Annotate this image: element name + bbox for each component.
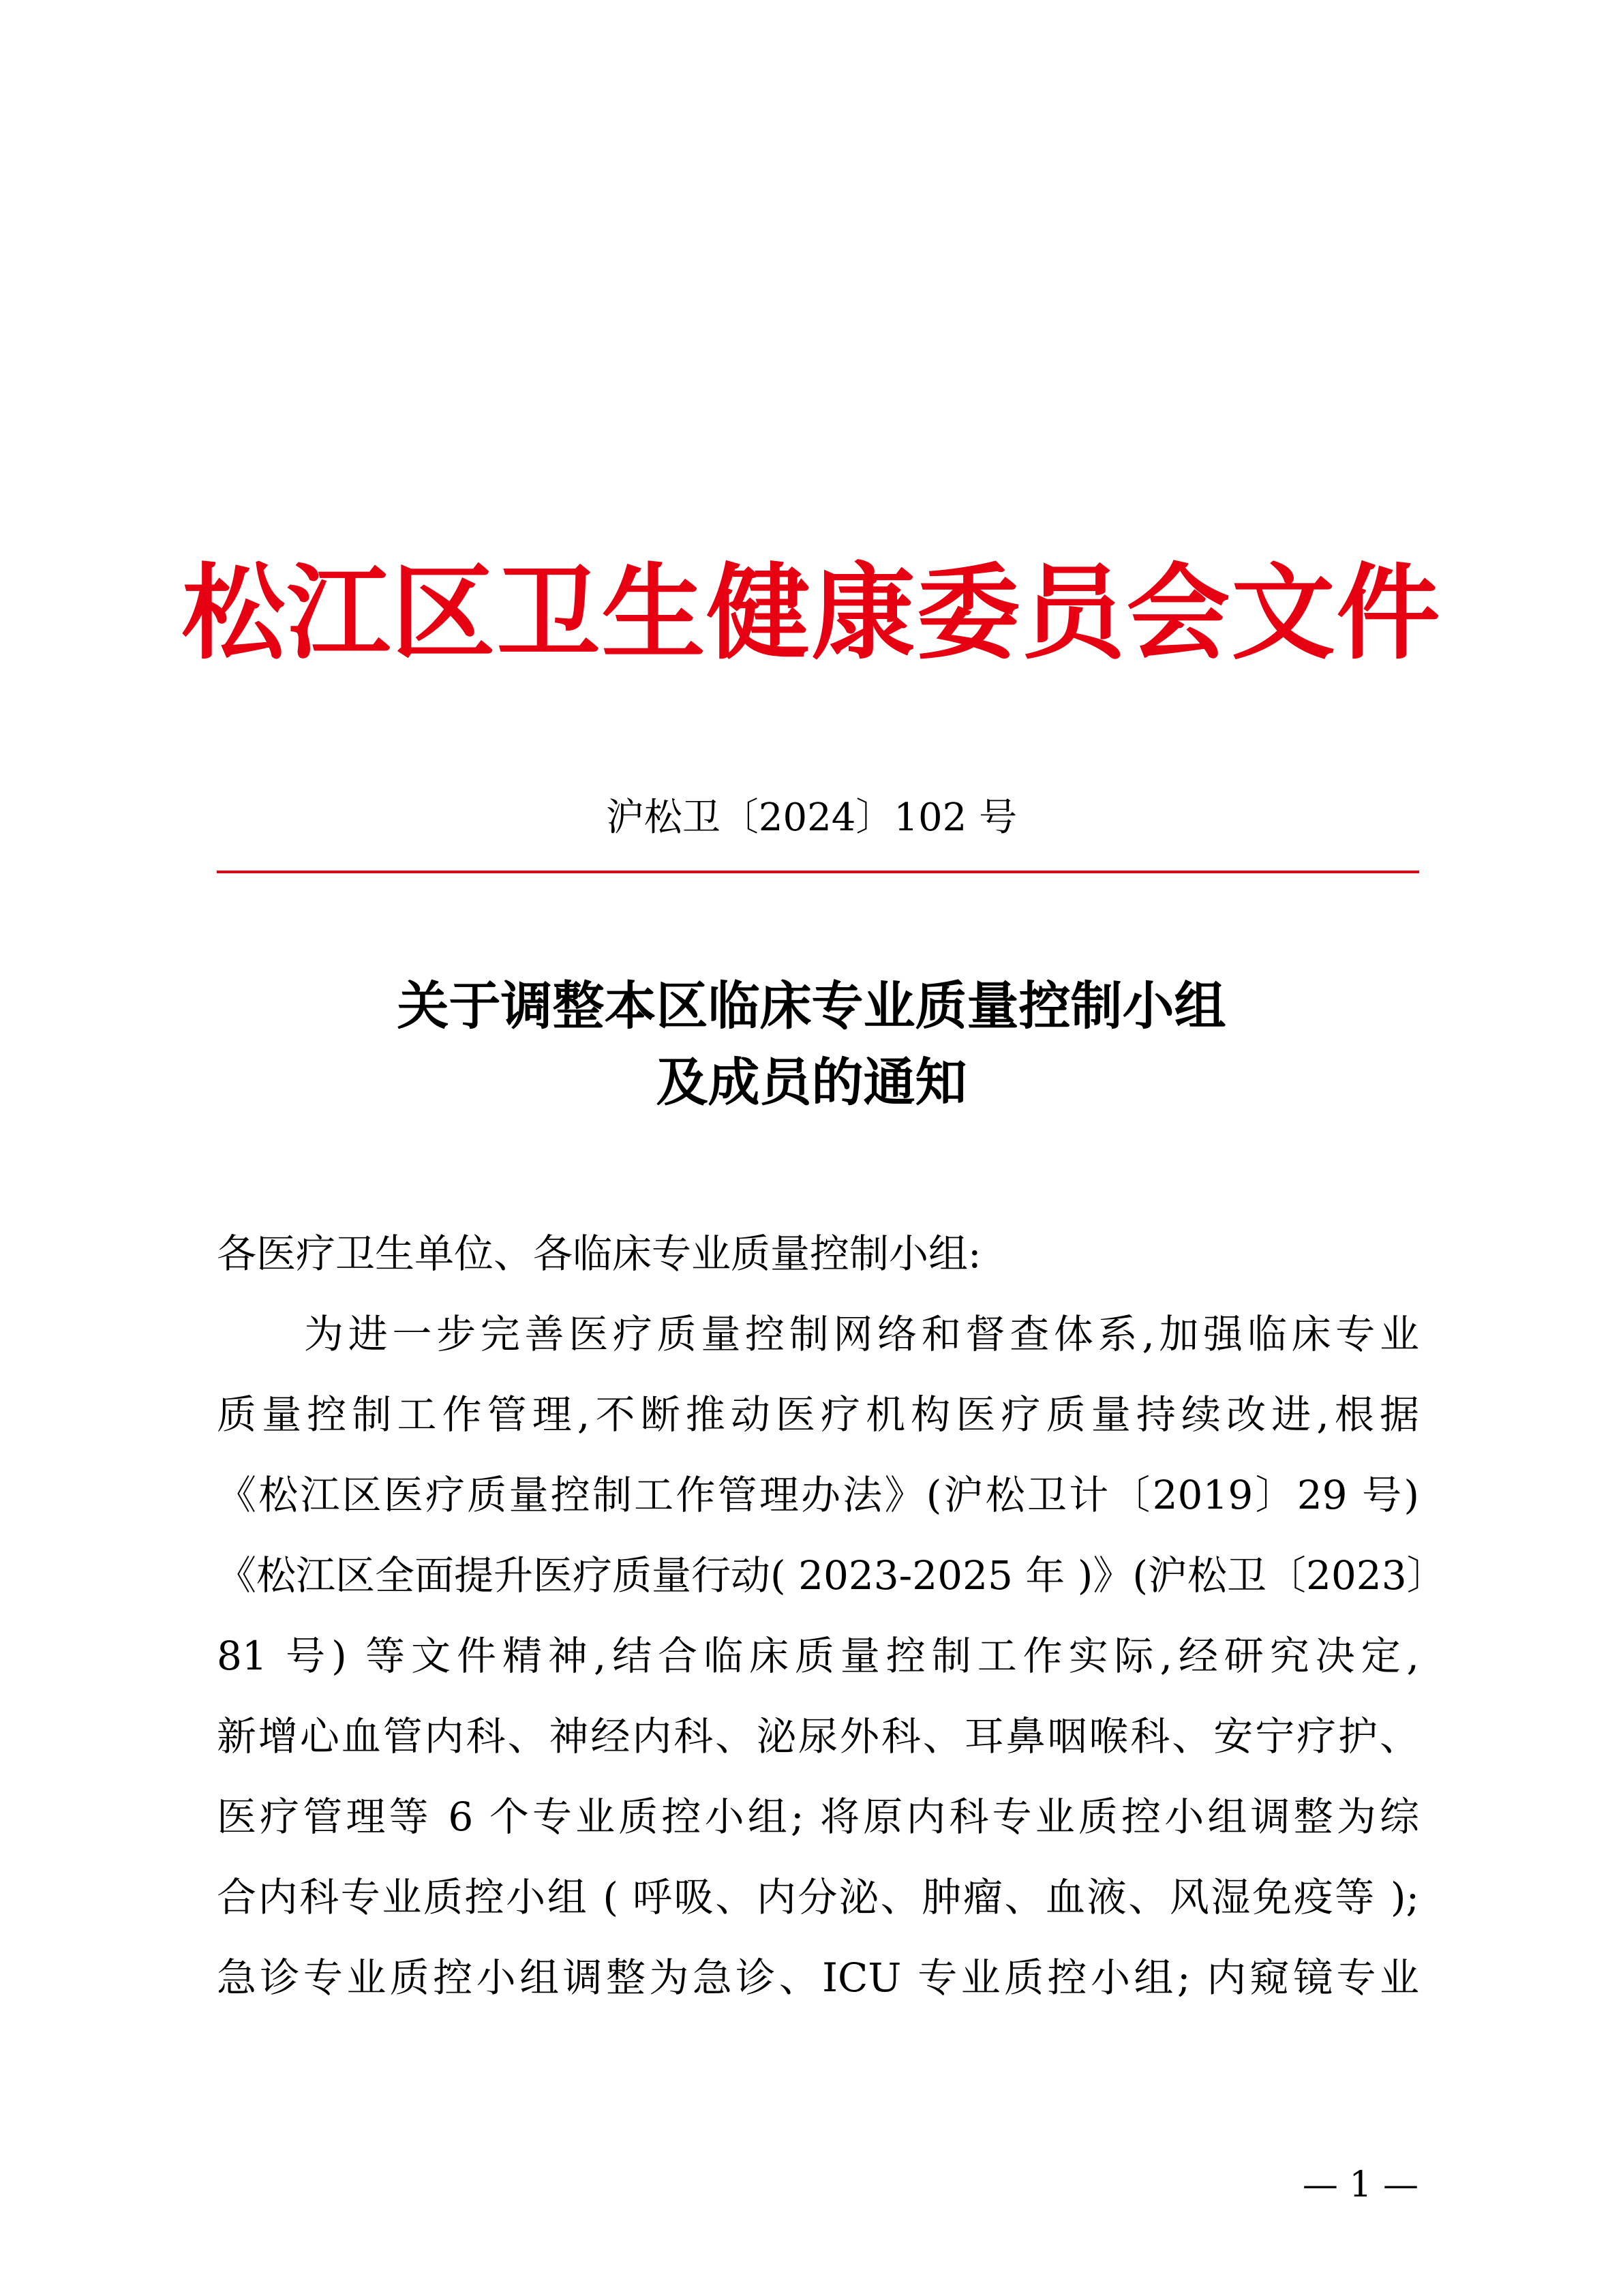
page-number: — 1 —	[1302, 2164, 1419, 2205]
salutation: 各医疗卫生单位、各临床专业质量控制小组:	[217, 1230, 982, 1277]
body-line: 新增心血管内科、神经内科、泌尿外科、耳鼻咽喉科、安宁疗护、	[217, 1713, 1419, 1759]
red-divider-rule	[217, 871, 1419, 873]
body-line: 《松江区全面提升医疗质量行动( 2023-2025 年 )》(沪松卫〔2023〕	[217, 1552, 1446, 1599]
body-line: 81 号) 等文件精神,结合临床质量控制工作实际,经研究决定,	[217, 1633, 1419, 1679]
notice-title-line-2: 及成员的通知	[656, 1052, 967, 1113]
masthead-title: 松江区卫生健康委员会文件	[181, 553, 1442, 674]
body-text	[217, 1213, 1446, 2018]
notice-title	[0, 968, 1623, 1121]
document-number: 沪松卫〔2024〕102 号	[605, 796, 1018, 840]
notice-title-line-1: 关于调整本区临床专业质量控制小组	[397, 976, 1226, 1036]
body-line: 质量控制工作管理,不断推动医疗机构医疗质量持续改进,根据	[217, 1391, 1419, 1438]
body-line: 为进一步完善医疗质量控制网络和督查体系,加强临床专业	[304, 1311, 1419, 1357]
body-line: 医疗管理等 6 个专业质控小组; 将原内科专业质控小组调整为综	[217, 1794, 1419, 1840]
body-line: 合内科专业质控小组 ( 呼吸、内分泌、肿瘤、血液、风湿免疫等 );	[217, 1874, 1419, 1920]
body-line: 《松江区医疗质量控制工作管理办法》(沪松卫计〔2019〕29 号)	[217, 1472, 1419, 1518]
body-line: 急诊专业质控小组调整为急诊、ICU 专业质控小组; 内窥镜专业	[217, 1954, 1419, 2001]
